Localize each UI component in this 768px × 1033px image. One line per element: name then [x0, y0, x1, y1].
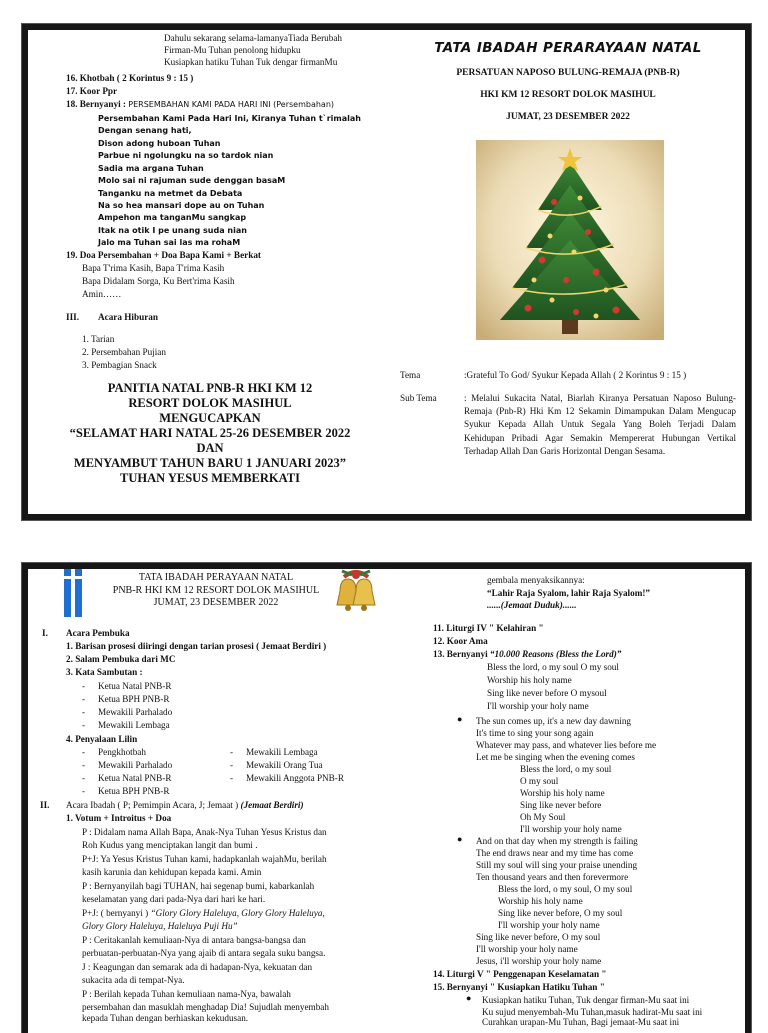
section-2-title [66, 799, 304, 811]
prayer-line: Amin…… [82, 289, 122, 299]
verse-line: Let me be singing when the evening comes [476, 752, 635, 762]
chorus-line: Worship his holy name [487, 675, 572, 685]
dash-bullet: - [230, 773, 234, 783]
dash-bullet: - [230, 760, 234, 770]
christmas-bells-icon [330, 569, 382, 619]
verse-line: It's time to sing your song again [476, 728, 594, 738]
order-item-18-title: PERSEMBAHAN KAMI PADA HARI INI (Persembahan) [128, 100, 335, 109]
cover-title: TATA IBADAH PERARAYAAN NATAL [434, 40, 702, 56]
section-1-title: Acara Pembuka [66, 628, 130, 638]
candle-lighter: Ketua Natal PNB-R [98, 773, 172, 783]
liturgy-line: keselamatan yang dari pada-Nya dari hari ke hari. [82, 894, 266, 904]
dash-bullet: - [82, 681, 86, 691]
liturgy-line: kepada Tuhan dengan berhiaskan kekudusan. [82, 1013, 249, 1023]
order-item-16: 16. Khotbah ( 2 Korintus 9 : 15 ) [66, 73, 194, 83]
liturgy-line: P : Bernyanyilah bagi TUHAN, hai segenap bumi, kabarkanlah [82, 881, 315, 891]
song-15-line: Kusiapkan hatiku Tuhan, Tuk dengar firman-Mu saat ini [482, 995, 690, 1005]
candle-lighting-title: 4. Penyalaan Lilin [66, 734, 138, 744]
chorus-line: I'll worship your holy name [487, 701, 589, 711]
verse-line: Whatever may pass, and whatever lies before me [476, 740, 657, 750]
candle-lighter: Mewakili Orang Tua [246, 760, 323, 770]
speaker-item: Mewakili Parhalado [98, 707, 173, 717]
header-line: PNB-R HKI KM 12 RESORT DOLOK MASIHUL [112, 584, 320, 596]
order-item-11: 11. Liturgi IV " Kelahiran " [433, 623, 544, 633]
verse-line: Ten thousand years and then forevermore [476, 872, 629, 882]
order-item-13-prefix: 13. Bernyanyi [433, 649, 490, 659]
dash-bullet: - [82, 773, 86, 783]
closing-line: PANITIA NATAL PNB-R HKI KM 12 [107, 381, 313, 395]
lyric-line: Jalo ma Tuhan sai las ma rohaM [98, 238, 241, 247]
closing-line: MENYAMBUT TAHUN BARU 1 JANUARI 2023” [73, 456, 347, 470]
candle-lighter: Mewakili Lembaga [246, 747, 318, 757]
lyric-line: Sadia ma argana Tuhan [98, 164, 204, 173]
prayer-line: Bapa Didalam Sorga, Ku Bert'rima Kasih [82, 276, 235, 286]
chorus-line: I'll worship your holy name [520, 824, 622, 834]
lyric-line: Dengan senang hati, [98, 126, 192, 135]
closing-line: MENGUCAPKAN [159, 411, 261, 425]
lyric-line: Ampehon ma tanganMu sangkap [98, 213, 247, 222]
order-item-19: 19. Doa Persembahan + Doa Bapa Kami + Berkat [66, 250, 261, 260]
lyric-line: Itak na otik I pe unang suda nian [98, 226, 247, 235]
verse-line: The end draws near and my time has come [476, 848, 634, 858]
liturgy-line: P : Berilah kepada Tuhan kemuliaan nama-Nya, bawalah [82, 989, 291, 999]
lyric-line: Tanganku na metmet da Debata [98, 189, 243, 198]
cover-church: HKI KM 12 RESORT DOLOK MASIHUL [480, 90, 656, 100]
narrative-line: “Lahir Raja Syalom, lahir Raja Syalom!” [487, 588, 651, 598]
liturgy-line: P : Ceritakanlah kemuliaan-Nya di antara bangsa-bangsa dan [82, 935, 306, 945]
section-1-number: I. [42, 628, 48, 638]
section-3-number: III. [66, 312, 80, 322]
ending-line: Sing like never before, O my soul [476, 932, 601, 942]
chorus-line: Worship his holy name [520, 788, 605, 798]
verse-line: And on that day when my strength is failing [476, 836, 638, 846]
dash-bullet: - [82, 760, 86, 770]
chorus-line: Bless the lord, o my soul O my soul [487, 662, 619, 672]
dash-bullet: - [230, 747, 234, 757]
bullet-dot-icon: ● [457, 834, 463, 844]
liturgy-line: J : Keagungan dan semarak ada di hadapan-Nya, kekuatan dan [82, 962, 313, 972]
speaker-item: Mewakili Lembaga [98, 720, 170, 730]
order-item-12: 12. Koor Ama [433, 636, 488, 646]
dash-bullet: - [82, 720, 86, 730]
liturgy-line-prefix: P+J: ( bernyanyi ) [82, 908, 151, 918]
candle-lighter: Pengkhotbah [98, 747, 146, 757]
chorus-line: Bless the lord, o my soul [520, 764, 612, 774]
order-item-18 [66, 98, 334, 111]
cover-org: PERSATUAN NAPOSO BULUNG-REMAJA (PNB-R) [456, 68, 680, 78]
closing-line: TUHAN YESUS MEMBERKATI [120, 471, 300, 485]
order-item-17: 17. Koor Ppr [66, 86, 118, 96]
liturgy-line: perbuatan-perbuatan-Nya yang ajaib di antara segala suku bangsa. [82, 948, 326, 958]
closing-line: “SELAMAT HARI NATAL 25-26 DESEMBER 2022 [69, 426, 351, 440]
tema-label: Tema [400, 370, 421, 380]
chorus-line: Bless the lord, o my soul, O my soul [498, 884, 633, 894]
lyric-line: Persembahan Kami Pada Hari Ini, Kiranya Tuhan t`rimalah [98, 114, 361, 123]
liturgy-line: P : Didalam nama Allah Bapa, Anak-Nya Tuhan Yesus Kristus dan [82, 827, 327, 837]
subtema-value: : Melalui Sukacita Natal, Biarlah Kiranya Persatuan Naposo Bulung-Remaja (Pnb-R) Hki Km 12 Sekamin Dimampukan Dalam Mengucap Syukur Kepada Allah Untuk Segala Yang Boleh Terjadi Dalam Kehidupan Pribadi Agar Semakin Mempererat Hubungan Vertikal Terhadap Allah Dan Garis Horizontal Dengan Sesama. [464, 393, 736, 456]
chorus-line: Sing like never before, O my soul [498, 908, 623, 918]
header-line: JUMAT, 23 DESEMBER 2022 [153, 597, 279, 608]
candle-lighter: Mewakili Parhalado [98, 760, 173, 770]
narrative-line: ......(Jemaat Duduk)...... [487, 600, 577, 610]
closing-line: RESORT DOLOK MASIHUL [128, 396, 292, 410]
opening-item: 2. Salam Pembuka dari MC [66, 654, 176, 664]
prayer-line: Bapa T'rima Kasih, Bapa T'rima Kasih [82, 263, 225, 273]
chorus-line: I'll worship your holy name [498, 920, 600, 930]
ending-line: I'll worship your holy name [476, 944, 578, 954]
page-2-logo [58, 569, 88, 619]
closing-line: DAN [196, 441, 224, 455]
entertainment-item: 2. Persembahan Pujian [82, 347, 166, 357]
song-15-line: Curahkan urapan-Mu Tuhan, Bagi jemaat-Mu saat ini [482, 1017, 680, 1027]
dash-bullet: - [82, 694, 86, 704]
speaker-item: Ketua BPH PNB-R [98, 694, 170, 704]
order-item-13-title: “10.000 Reasons (Bless the Lord)” [489, 649, 622, 659]
tema-value: :Grateful To God/ Syukur Kepada Allah ( 2 Korintus 9 : 15 ) [464, 370, 687, 380]
hymn-line: Kusiapkan hatiku Tuhan Tuk dengar firmanMu [164, 57, 338, 67]
order-item-15: 15. Bernyanyi " Kusiapkan Hatiku Tuhan " [433, 982, 605, 992]
section-3-title: Acara Hiburan [98, 312, 158, 322]
subtema-label: Sub Tema [400, 393, 437, 403]
chorus-line: O my soul [520, 776, 559, 786]
verse-line: The sun comes up, it's a new day dawning [476, 716, 632, 726]
closing-greeting [40, 381, 380, 486]
hymn-line: Firman-Mu Tuhan penolong hidupku [164, 45, 301, 55]
order-item-18-prefix: 18. Bernyanyi : [66, 99, 129, 109]
liturgy-line: persembahan dan masuklah menghadap Dia! Sujudlah menyembah [82, 1002, 329, 1012]
liturgy-line: kasih karunia dan kehidupan kepada kami. Amin [82, 867, 262, 877]
speaker-item: Ketua Natal PNB-R [98, 681, 172, 691]
chorus-line: Sing like never before O mysoul [487, 688, 607, 698]
candle-lighter: Mewakili Anggota PNB-R [246, 773, 344, 783]
votum-title: 1. Votum + Introitus + Doa [66, 813, 172, 823]
section-2-title-text: Acara Ibadah ( P; Pemimpin Acara, J; Jemaat ) [66, 800, 241, 810]
hymn-line: Dahulu sekarang selama-lamanyaTiada Berubah [164, 33, 342, 43]
glory-line: “Glory Glory Haleluya, Glory Glory Haleluya, [150, 908, 325, 918]
liturgy-line [82, 907, 325, 919]
section-2-number: II. [40, 800, 50, 810]
chorus-line: Oh My Soul [520, 812, 566, 822]
order-item-13 [433, 648, 621, 660]
lyric-line: Molo sai ni rajuman sude denggan basaM [98, 176, 286, 185]
lyric-line: Na so hea mansari dope au on Tuhan [98, 201, 265, 210]
lyric-line: Parbue ni ngolungku na so tardok nian [98, 151, 274, 160]
dash-bullet: - [82, 747, 86, 757]
chorus-line: Sing like never before [520, 800, 602, 810]
entertainment-item: 3. Pembagian Snack [82, 360, 157, 370]
liturgy-line: Roh Kudus yang menciptakan langit dan bumi . [82, 840, 258, 850]
lyric-line: Dison adong huboan Tuhan [98, 139, 221, 148]
song-15-line: Ku sujud menyembah-Mu Tuhan,masuk hadirat-Mu saat ini [482, 1007, 703, 1017]
candle-lighter: Ketua BPH PNB-R [98, 786, 170, 796]
christmas-tree-image [476, 140, 664, 340]
cover-date: JUMAT, 23 DESEMBER 2022 [506, 112, 630, 122]
chorus-line: Worship his holy name [498, 896, 583, 906]
liturgy-line: sukacita ada di tempat-Nya. [82, 975, 185, 985]
verse-line: Still my soul will sing your praise unending [476, 860, 638, 870]
header-line: TATA IBADAH PERAYAAN NATAL [138, 572, 294, 583]
order-item-14: 14. Liturgi V " Penggenapan Keselamatan " [433, 969, 607, 979]
bullet-dot-icon: ● [466, 993, 472, 1003]
liturgy-line: Glory Glory Haleluya, Haleluya Puji Hu” [82, 921, 238, 931]
dash-bullet: - [82, 786, 86, 796]
opening-item: 1. Barisan prosesi diiringi dengan tarian prosesi ( Jemaat Berdiri ) [66, 641, 327, 651]
ending-line: Jesus, i'll worship your holy name [476, 956, 602, 966]
entertainment-item: 1. Tarian [82, 334, 115, 344]
section-2-note: (Jemaat Berdiri) [240, 800, 304, 810]
page-2-header [86, 572, 346, 610]
bullet-dot-icon: ● [457, 714, 463, 724]
liturgy-line: P+J: Ya Yesus Kristus Tuhan kami, hadapkanlah wajahMu, berilah [82, 854, 327, 864]
narrative-line: gembala menyaksikannya: [487, 575, 585, 585]
opening-item: 3. Kata Sambutan : [66, 667, 143, 677]
dash-bullet: - [82, 707, 86, 717]
